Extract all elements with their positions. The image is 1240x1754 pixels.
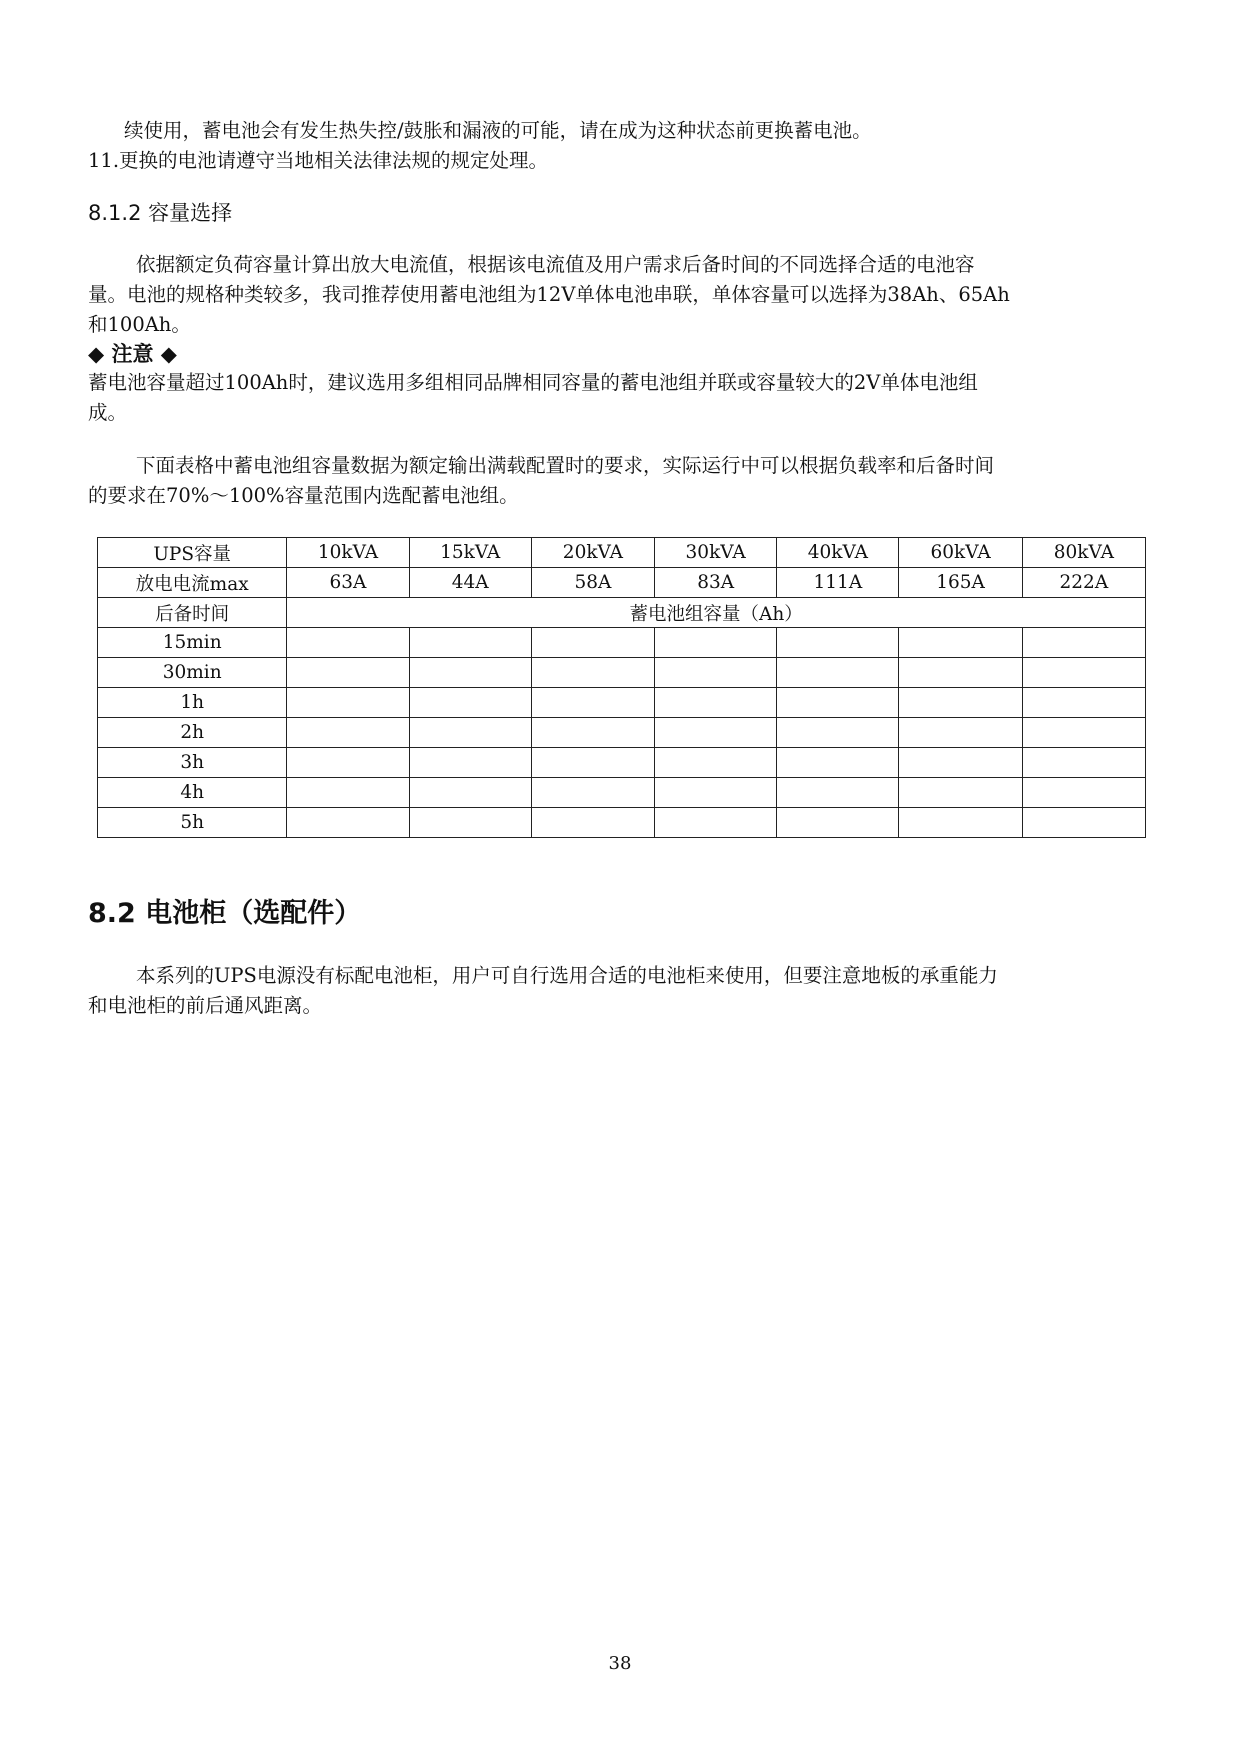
paragraph-line: 和100Ah。 [88, 313, 191, 336]
empty-cell [409, 628, 531, 658]
table-row [98, 688, 1146, 718]
note-line: 蓄电池容量超过100Ah时，建议选用多组相同品牌相同容量的蓄电池组并联或容量较大的2V单体电池组 [88, 371, 978, 394]
empty-cell [287, 748, 409, 778]
backup-time-cell: 30min [98, 658, 287, 688]
empty-cell [899, 658, 1022, 688]
paragraph-line: 本系列的UPS电源没有标配电池柜，用户可自行选用合适的电池柜来使用，但要注意地板的承重能力 [136, 964, 998, 987]
empty-cell [1022, 808, 1145, 838]
empty-cell [655, 658, 777, 688]
table-header-row [98, 538, 1146, 568]
table-row [98, 568, 1146, 598]
table-row [98, 598, 1146, 628]
backup-time-cell: 15min [98, 628, 287, 658]
empty-cell [531, 688, 654, 718]
capacity-cell: 10kVA [287, 538, 409, 568]
current-cell: 44A [409, 568, 531, 598]
empty-cell [777, 718, 899, 748]
backup-time-cell: 3h [98, 748, 287, 778]
empty-cell [287, 658, 409, 688]
current-cell: 111A [777, 568, 899, 598]
backup-time-cell: 1h [98, 688, 287, 718]
empty-cell [899, 628, 1022, 658]
empty-cell [1022, 748, 1145, 778]
empty-cell [409, 808, 531, 838]
table-row [98, 778, 1146, 808]
current-cell: 63A [287, 568, 409, 598]
empty-cell [531, 778, 654, 808]
empty-cell [655, 748, 777, 778]
paragraph-line: 量。电池的规格种类较多，我司推荐使用蓄电池组为12V单体电池串联，单体容量可以选择为38Ah、65Ah [88, 283, 1010, 306]
current-cell: 83A [655, 568, 777, 598]
current-cell: 165A [899, 568, 1022, 598]
paragraph-line: 的要求在70%～100%容量范围内选配蓄电池组。 [88, 484, 519, 507]
empty-cell [655, 688, 777, 718]
paragraph-line: 依据额定负荷容量计算出放大电流值，根据该电流值及用户需求后备时间的不同选择合适的电池容 [136, 253, 975, 276]
empty-cell [777, 808, 899, 838]
empty-cell [531, 628, 654, 658]
empty-cell [531, 808, 654, 838]
empty-cell [287, 688, 409, 718]
empty-cell [409, 748, 531, 778]
empty-cell [777, 628, 899, 658]
section-heading-8-1-2: 8.1.2 容量选择 [88, 201, 233, 225]
empty-cell [655, 808, 777, 838]
empty-cell [287, 778, 409, 808]
list-item-11: 11.更换的电池请遵守当地相关法律法规的规定处理。 [88, 149, 549, 172]
backup-time-cell: 2h [98, 718, 287, 748]
section-heading-8-2: 8.2 电池柜（选配件） [88, 898, 362, 929]
empty-cell [1022, 718, 1145, 748]
empty-cell [655, 718, 777, 748]
empty-cell [899, 778, 1022, 808]
page-number: 38 [608, 1653, 632, 1674]
backup-time-cell: 4h [98, 778, 287, 808]
empty-cell [777, 778, 899, 808]
backup-time-cell: 5h [98, 808, 287, 838]
empty-cell [287, 808, 409, 838]
empty-cell [655, 628, 777, 658]
backup-time-label: 后备时间 [98, 598, 287, 628]
empty-cell [1022, 658, 1145, 688]
empty-cell [409, 778, 531, 808]
empty-cell [899, 718, 1022, 748]
empty-cell [777, 658, 899, 688]
capacity-cell: 30kVA [655, 538, 777, 568]
empty-cell [899, 688, 1022, 718]
capacity-cell: 15kVA [409, 538, 531, 568]
capacity-cell: 80kVA [1022, 538, 1145, 568]
empty-cell [1022, 688, 1145, 718]
table-row [98, 658, 1146, 688]
empty-cell [287, 718, 409, 748]
paragraph-line: 和电池柜的前后通风距离。 [88, 994, 323, 1017]
battery-capacity-table [97, 537, 1146, 838]
empty-cell [777, 688, 899, 718]
battery-capacity-label: 蓄电池组容量（Ah） [287, 598, 1146, 628]
empty-cell [655, 778, 777, 808]
empty-cell [531, 748, 654, 778]
current-cell: 58A [531, 568, 654, 598]
note-title: ◆ 注意 ◆ [88, 342, 177, 366]
paragraph-line: 下面表格中蓄电池组容量数据为额定输出满载配置时的要求，实际运行中可以根据负载率和后备时间 [136, 454, 995, 477]
empty-cell [777, 748, 899, 778]
empty-cell [531, 658, 654, 688]
capacity-cell: 20kVA [531, 538, 654, 568]
empty-cell [899, 748, 1022, 778]
table-row [98, 808, 1146, 838]
empty-cell [1022, 628, 1145, 658]
note-line: 成。 [88, 401, 128, 424]
table-row [98, 748, 1146, 778]
table-row [98, 628, 1146, 658]
capacity-cell: 40kVA [777, 538, 899, 568]
empty-cell [409, 718, 531, 748]
ups-capacity-label: UPS容量 [98, 538, 287, 568]
capacity-cell: 60kVA [899, 538, 1022, 568]
discharge-current-label: 放电电流max [98, 568, 287, 598]
empty-cell [531, 718, 654, 748]
empty-cell [409, 688, 531, 718]
paragraph-line: 续使用，蓄电池会有发生热失控/鼓胀和漏液的可能，请在成为这种状态前更换蓄电池。 [124, 119, 872, 142]
empty-cell [287, 628, 409, 658]
empty-cell [1022, 778, 1145, 808]
empty-cell [409, 658, 531, 688]
table-row [98, 718, 1146, 748]
current-cell: 222A [1022, 568, 1145, 598]
empty-cell [899, 808, 1022, 838]
